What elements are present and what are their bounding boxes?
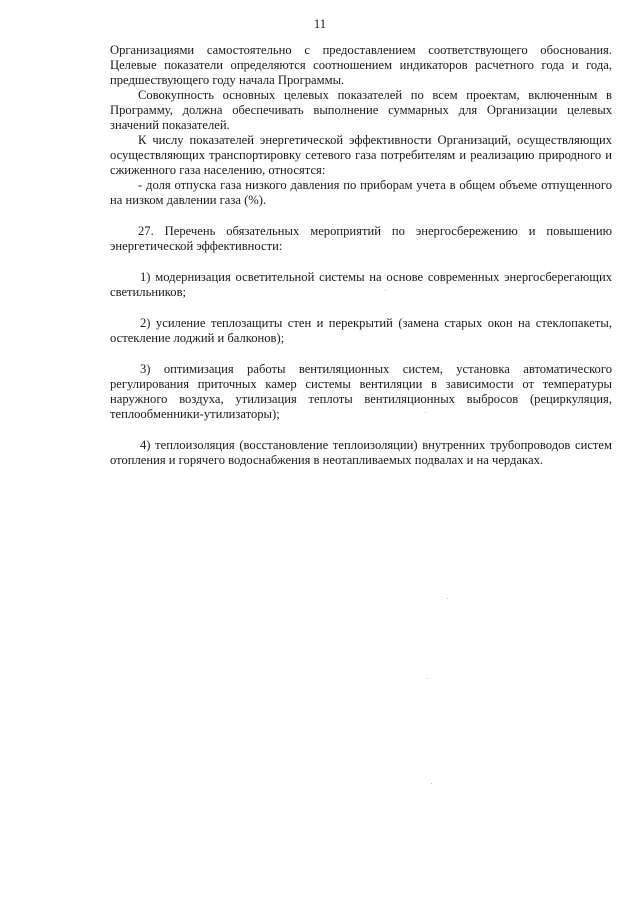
measure-item-4: 4) теплоизоляция (восстановление теплоизоляции) внутренних трубопроводов систем отопления и горячего водоснабжения в неотапливаемых подвалах и на чердаках. xyxy=(110,438,612,467)
measure-item-2: 2) усиление теплозащиты стен и перекрытий (замена старых окон на стеклопакеты, остекление лоджий и балконов); xyxy=(110,316,612,345)
section-27-heading: 27. Перечень обязательных мероприятий по энергосбережению и повышению энергетической эффективности: xyxy=(110,224,612,253)
scan-speck xyxy=(447,598,448,599)
scan-speck xyxy=(425,412,426,413)
measure-item-1: 1) модернизация осветительной системы на основе современных энергосберегающих светильников; xyxy=(110,270,612,299)
scan-speck xyxy=(427,678,428,679)
scan-speck xyxy=(385,290,386,291)
paragraph-continuation: Организациями самостоятельно с предоставлением соответствующего обоснования. Целевые показатели определяются соотношением индикаторов расчетного года и года, предшествующего году начала Программы. xyxy=(110,43,612,87)
paragraph-target-totals: Совокупность основных целевых показателей по всем проектам, включенным в Программу, должна обеспечивать выполнение суммарных для Организации целевых значений показателей. xyxy=(110,88,612,132)
scan-speck xyxy=(431,783,432,784)
measure-item-3: 3) оптимизация работы вентиляционных систем, установка автоматического регулирования приточных камер системы вентиляции в зависимости от температуры наружного воздуха, утилизация теплоты вентиляционных выбросов (рециркуляция, теплообменники-утилизаторы); xyxy=(110,362,612,421)
document-body xyxy=(110,43,612,468)
paragraph-indicator-gas-metering: - доля отпуска газа низкого давления по приборам учета в общем объеме отпущенного на низком давлении газа (%). xyxy=(110,178,612,207)
page-number: 11 xyxy=(313,17,327,31)
paragraph-efficiency-indicators: К числу показателей энергетической эффективности Организаций, осуществляющих осуществляющих транспортировку сетевого газа потребителям и реализацию природного и сжиженного газа населению, относятся: xyxy=(110,133,612,177)
